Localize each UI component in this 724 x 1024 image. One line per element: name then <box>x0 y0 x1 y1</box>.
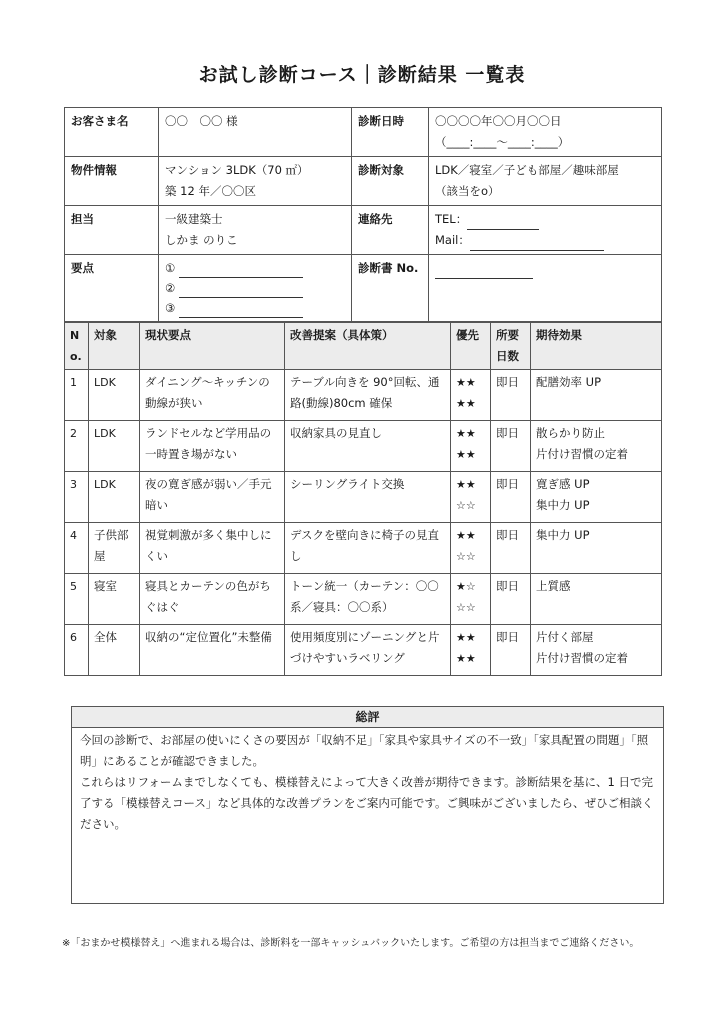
priority-stars: ☆☆ <box>456 499 476 512</box>
row-issue: 収納の“定位置化”未整備 <box>140 625 285 676</box>
point2-blank[interactable] <box>179 283 303 298</box>
docno-label: 診断書 No. <box>352 255 429 322</box>
row-effect <box>531 421 662 472</box>
row-proposal: デスクを壁向きに椅子の見直し <box>285 523 451 574</box>
point2-marker: ② <box>165 281 176 295</box>
staff-line1: 一級建築士 <box>165 212 223 226</box>
date-line1: 〇〇〇〇年〇〇月〇〇日 <box>435 114 562 128</box>
customer-value: 〇〇 〇〇 様 <box>159 108 352 157</box>
priority-stars: ★★ <box>456 529 476 542</box>
target-line2: （該当をo） <box>435 184 500 198</box>
points-label: 要点 <box>65 255 159 322</box>
docno-blank[interactable] <box>435 264 533 279</box>
staff-label: 担当 <box>65 206 159 255</box>
effect-line: 片付く部屋 <box>536 630 594 644</box>
effect-line: 片付け習慣の定着 <box>536 447 628 461</box>
row-days: 即日 <box>491 370 531 421</box>
header-issue: 現状要点 <box>140 323 285 370</box>
priority-stars: ☆☆ <box>456 601 476 614</box>
summary-box <box>71 706 664 904</box>
priority-stars: ★★ <box>456 376 476 389</box>
priority-stars: ★★ <box>456 631 476 644</box>
date-label: 診断日時 <box>352 108 429 157</box>
priority-stars: ★☆ <box>456 580 476 593</box>
row-effect <box>531 370 662 421</box>
target-value <box>429 157 662 206</box>
row-no: 5 <box>65 574 89 625</box>
row-issue: 夜の寛ぎ感が弱い／手元暗い <box>140 472 285 523</box>
header-no: N o. <box>65 323 89 370</box>
contact-label: 連絡先 <box>352 206 429 255</box>
header-priority: 優先 <box>451 323 491 370</box>
priority-stars: ☆☆ <box>456 550 476 563</box>
tel-label: TEL： <box>435 212 468 226</box>
row-target: 全体 <box>89 625 140 676</box>
point3-marker: ③ <box>165 301 176 315</box>
row-proposal: テーブル向きを 90°回転、通路(動線)80cm 確保 <box>285 370 451 421</box>
priority-stars: ★★ <box>456 397 476 410</box>
table-row <box>65 472 662 523</box>
property-line2: 築 12 年／〇〇区 <box>165 184 256 198</box>
page-title: お試し診断コース｜診断結果 一覧表 <box>198 64 526 86</box>
row-issue: ダイニング〜キッチンの動線が狭い <box>140 370 285 421</box>
row-no: 2 <box>65 421 89 472</box>
priority-stars: ★★ <box>456 448 476 461</box>
docno-value <box>429 255 662 322</box>
row-target: 子供部屋 <box>89 523 140 574</box>
table-row <box>65 370 662 421</box>
mail-blank[interactable] <box>470 236 604 251</box>
row-no: 6 <box>65 625 89 676</box>
row-priority <box>451 574 491 625</box>
row-priority <box>451 625 491 676</box>
point1-blank[interactable] <box>179 263 303 278</box>
mail-label: Mail： <box>435 233 470 247</box>
row-proposal: トーン統一（カーテン：〇〇系／寝具：〇〇系） <box>285 574 451 625</box>
row-target: LDK <box>89 370 140 421</box>
customer-info-table <box>64 107 662 322</box>
summary-paragraph: 今回の診断で、お部屋の使いにくさの要因が「収納不足」「家具や家具サイズの不一致」「家具配置の問題」「照明」にあることが確認できました。 <box>80 733 649 768</box>
row-target: LDK <box>89 421 140 472</box>
property-value <box>159 157 352 206</box>
footnote: ※「おまかせ模様替え」へ進まれる場合は、診断料を一部キャッシュバックいたします。ご希望の方は担当までご連絡ください。 <box>62 938 640 949</box>
header-days: 所要日数 <box>491 323 531 370</box>
row-priority <box>451 523 491 574</box>
table-row <box>65 574 662 625</box>
row-issue: 視覚刺激が多く集中しにくい <box>140 523 285 574</box>
effect-line: 集中力 UP <box>536 498 590 512</box>
priority-stars: ★★ <box>456 427 476 440</box>
staff-line2: しかま のりこ <box>165 233 238 247</box>
row-priority <box>451 421 491 472</box>
row-days: 即日 <box>491 421 531 472</box>
row-proposal: シーリングライト交換 <box>285 472 451 523</box>
points-value <box>159 255 352 322</box>
effect-line: 集中力 UP <box>536 528 590 542</box>
row-days: 即日 <box>491 625 531 676</box>
summary-body <box>72 728 663 837</box>
row-effect <box>531 472 662 523</box>
row-days: 即日 <box>491 523 531 574</box>
table-row <box>65 421 662 472</box>
row-target: 寝室 <box>89 574 140 625</box>
effect-line: 散らかり防止 <box>536 426 605 440</box>
row-effect <box>531 574 662 625</box>
customer-label: お客さま名 <box>65 108 159 157</box>
row-proposal: 使用頻度別にゾーニングと片づけやすいラベリング <box>285 625 451 676</box>
row-priority <box>451 370 491 421</box>
row-issue: 寝具とカーテンの色がちぐはぐ <box>140 574 285 625</box>
row-proposal: 収納家具の見直し <box>285 421 451 472</box>
row-days: 即日 <box>491 574 531 625</box>
row-effect <box>531 523 662 574</box>
date-line2: （____:____〜____:____） <box>435 135 570 149</box>
staff-value <box>159 206 352 255</box>
row-no: 4 <box>65 523 89 574</box>
summary-heading: 総評 <box>72 707 663 728</box>
target-line1: LDK／寝室／子ども部屋／趣味部屋 <box>435 163 619 177</box>
property-label: 物件情報 <box>65 157 159 206</box>
table-row <box>65 625 662 676</box>
row-target: LDK <box>89 472 140 523</box>
improvement-plan-table <box>64 322 662 676</box>
effect-line: 片付け習慣の定着 <box>536 651 628 665</box>
row-issue: ランドセルなど学用品の一時置き場がない <box>140 421 285 472</box>
priority-stars: ★★ <box>456 478 476 491</box>
row-days: 即日 <box>491 472 531 523</box>
header-proposal: 改善提案（具体策） <box>285 323 451 370</box>
priority-stars: ★★ <box>456 652 476 665</box>
date-value <box>429 108 662 157</box>
tel-blank[interactable] <box>467 215 539 230</box>
summary-paragraph: これらはリフォームまでしなくても、模様替えによって大きく改善が期待できます。診断結果を基に、1 日で完了する「模様替えコース」など具体的な改善プランをご案内可能です。ご興味がございましたら、ぜひご相談ください。 <box>80 775 654 831</box>
point1-marker: ① <box>165 261 176 275</box>
property-line1: マンション 3LDK（70 ㎡） <box>165 163 309 177</box>
effect-line: 上質感 <box>536 579 571 593</box>
point3-blank[interactable] <box>179 303 303 318</box>
effect-line: 寛ぎ感 UP <box>536 477 590 491</box>
target-label: 診断対象 <box>352 157 429 206</box>
header-effect: 期待効果 <box>531 323 662 370</box>
row-no: 3 <box>65 472 89 523</box>
row-priority <box>451 472 491 523</box>
header-target: 対象 <box>89 323 140 370</box>
table-row <box>65 523 662 574</box>
contact-value <box>429 206 662 255</box>
effect-line: 配膳効率 UP <box>536 375 602 389</box>
row-effect <box>531 625 662 676</box>
row-no: 1 <box>65 370 89 421</box>
